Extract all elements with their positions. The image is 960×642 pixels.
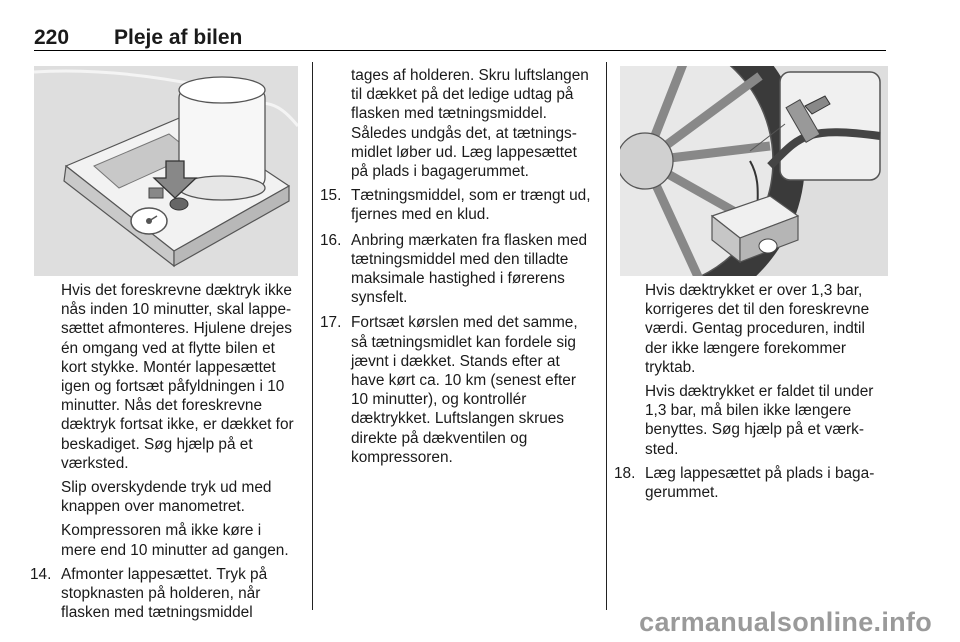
paragraph: tages af holderen. Skru luftslangen til dækket på det ledige udtag på flasken med tætningsmiddel. Således undgås det, at tætningsmidlet løber ud. Læg lappesættet på plads i bagagerummet.	[351, 67, 589, 181]
paragraph: Hvis dæktrykket er faldet til under 1,3 bar, må bilen ikke længere benyttes. Søg hjælp på et værksted.	[645, 383, 874, 458]
column-divider	[312, 62, 313, 610]
list-number: 18.	[614, 464, 636, 482]
list-number: 15.	[320, 187, 342, 205]
list-text: Anbring mærkaten fra flasken med tætningsmiddel med den tilladte maksimale hastighed i førerens synsfelt.	[351, 231, 588, 307]
figure-wheel-hose	[620, 66, 888, 276]
list-text: Tætningsmiddel, som er trængt ud, fjernes med en klud.	[351, 187, 591, 224]
page-number: 220	[34, 26, 70, 49]
watermark: carmanualsonline.info	[639, 607, 932, 637]
list-item-17	[320, 313, 595, 467]
column-2-text	[320, 66, 595, 473]
compressor-bottle-illustration	[34, 66, 298, 276]
column-divider	[606, 62, 607, 610]
column-1-text	[30, 281, 300, 628]
list-item-14	[30, 565, 300, 623]
list-number: 17.	[320, 314, 342, 332]
list-number: 16.	[320, 231, 342, 249]
list-number: 14.	[30, 565, 52, 583]
paragraph: Hvis dæktrykket er over 1,3 bar, korrigeres det til den foreskrevne værdi. Gentag proceduren, indtil der ikke længere forekommer tryktab.	[645, 282, 870, 376]
paragraph: Hvis det foreskrevne dæktryk ikke nås inden 10 minutter, skal lappesættet afmonteres. Hjulene drejes én omgang ved at flytte bilen et kort stykke. Montér lappesættet igen og fortsæt påfyldningen i 10 minutter. Nås det foreskrevne dæktryk fortsat ikke, er dækket for beskadiget. Søg hjælp på et værksted.	[61, 282, 294, 472]
page-header	[34, 24, 886, 51]
page-title: Pleje af bilen	[114, 26, 243, 49]
list-item-16	[320, 231, 595, 308]
column-3-text	[614, 281, 889, 508]
list-text: Læg lappesættet på plads i bagagerummet.	[645, 464, 875, 502]
wheel-hose-illustration	[620, 66, 888, 276]
paragraph: Kompressoren må ikke køre i mere end 10 minutter ad gangen.	[61, 522, 289, 559]
figure-compressor-bottle	[34, 66, 298, 276]
paragraph: Slip overskydende tryk ud med knappen over manometret.	[61, 479, 272, 516]
list-item-15	[320, 186, 595, 224]
list-text: Fortsæt kørslen med det samme, så tætningsmidlet kan fordele sig jævnt i dækket. Stands efter at have kørt ca. 10 km (senest efter 10 minutter), og kontrollér dæktrykket. Luftslangen skrues direkte på dækventilen og kompressoren.	[351, 314, 578, 466]
list-item-18	[614, 464, 889, 502]
list-text: Afmonter lappesættet. Tryk på stopknasten på holderen, når flasken med tætningsmiddel	[61, 565, 268, 622]
